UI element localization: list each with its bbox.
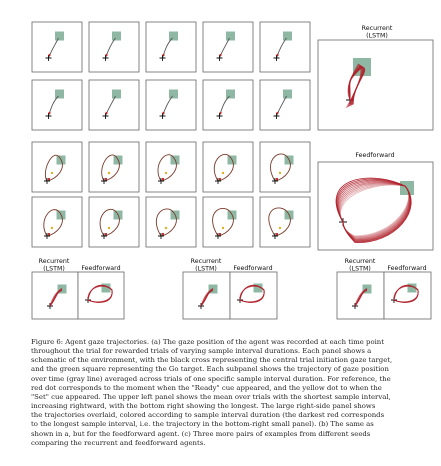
subpanel-frame [260,80,310,130]
pair-1-feedforward-box [78,272,124,319]
subpanel-frame [203,142,253,192]
feedforward-subpanel [146,197,196,247]
panel-a-big-label-line1: Recurrent [361,25,393,32]
pair-2-right-label: Feedforward [233,265,273,272]
pair-1-right-label: Feedforward [81,265,121,272]
ready-cue-dot [162,178,164,180]
panel-a-overlay-box [318,40,433,130]
go-target-square [283,32,292,41]
figure-caption [31,338,417,448]
go-target-square [226,90,235,99]
caption-line: the trajectories overlaid, colored according to sample interval duration (the darkest red corresponds [31,411,385,420]
set-cue-dot [279,227,281,229]
ready-cue-dot [48,54,50,56]
ready-cue-dot [162,112,164,114]
subpanel-frame [89,197,139,247]
set-cue-dot [222,172,224,174]
subpanel-frame [146,197,196,247]
set-cue-dot [108,172,110,174]
feedforward-subpanel [89,197,139,247]
set-cue-dot [165,172,167,174]
subpanel-frame [32,197,82,247]
recurrent-subpanel [89,80,139,130]
ready-cue-dot [48,112,50,114]
ready-cue-dot [219,112,221,114]
subpanel-frame [203,80,253,130]
feedforward-subpanel [203,142,253,192]
pair-3-left-label-line2: (LSTM) [349,265,371,273]
caption-line: Figure 6: Agent gaze trajectories. (a) The gaze position of the agent was recorded at each time point [31,338,385,346]
subpanel-frame [89,142,139,192]
go-target-square [226,32,235,41]
caption-line: throughout the trial for rewarded trials of varying sample interval durations. Each panel shows a [31,347,372,356]
ready-cue-dot [162,233,164,235]
subpanel-frame [260,22,310,72]
go-target-square [169,32,178,41]
set-cue-dot [165,227,167,229]
ready-cue-dot [105,112,107,114]
ready-cue-dot [105,178,107,180]
pair-2-feedforward-box [230,272,277,319]
ready-cue-dot [219,178,221,180]
subpanel-frame [32,80,82,130]
ready-cue-dot [48,233,50,235]
panel-c-pair-3 [337,258,431,319]
panel-b-feedforward-grid [32,142,310,247]
ready-cue-dot [105,54,107,56]
caption-line: comparing the recurrent and feedforward agents. [31,438,206,447]
caption-line: to the longest sample interval, i.e. the trajectory in the bottom-right small panel). (b) The same as [31,420,374,429]
recurrent-subpanel [32,22,82,72]
recurrent-subpanel [203,80,253,130]
recurrent-subpanel [260,80,310,130]
caption-line: schematic of the environment, with the black cross representing the central trial initiation gaze target, [31,356,393,365]
go-target-square [112,32,121,41]
subpanel-frame [146,142,196,192]
subpanel-frame [260,197,310,247]
caption-line: red dot corresponds to the moment when the "Ready" cue appeared, and the yellow dot to when the [31,383,382,392]
subpanel-frame [89,22,139,72]
recurrent-subpanel [32,80,82,130]
feedforward-subpanel [203,197,253,247]
go-target-square [169,90,178,99]
recurrent-subpanel [203,22,253,72]
panel-a-big-label-line2: (LSTM) [366,32,388,40]
subpanel-frame [146,22,196,72]
ready-cue-dot [219,54,221,56]
pair-2-left-label-line1: Recurrent [190,258,222,265]
panel-a-recurrent-grid [32,22,310,130]
ready-cue-dot [162,54,164,56]
recurrent-subpanel [260,22,310,72]
caption-line: "Set" cue appeared. The upper left panel shows the mean over trials with the shortest sample interval, [31,392,391,401]
set-cue-dot [108,227,110,229]
pair-3-feedforward-box [384,272,431,319]
ready-cue-dot [276,112,278,114]
pair-3-left-label-line1: Recurrent [344,258,376,265]
subpanel-frame [203,22,253,72]
pair-3-right-label: Feedforward [387,265,427,272]
caption-line: shown in a, but for the feedforward agent. (c) Three more pairs of examples from different seeds [31,429,371,438]
ready-cue-dot [276,233,278,235]
feedforward-subpanel [89,142,139,192]
go-target-square [55,32,64,41]
go-target-square [112,90,121,99]
ready-cue-dot [105,233,107,235]
subpanel-frame [260,142,310,192]
ready-cue-dot [48,178,50,180]
feedforward-subpanel [32,197,82,247]
go-target-square [283,90,292,99]
subpanel-frame [89,80,139,130]
pair-1-left-label-line2: (LSTM) [43,265,65,273]
set-cue-dot [51,227,53,229]
ready-cue-dot [276,178,278,180]
ready-cue-dot [276,54,278,56]
recurrent-subpanel [146,80,196,130]
pair-1-left-label-line1: Recurrent [38,258,70,265]
set-cue-dot [279,172,281,174]
feedforward-subpanel [260,197,310,247]
feedforward-subpanel [260,142,310,192]
set-cue-dot [222,227,224,229]
caption-line: and the green square representing the Go target. Each subpanel shows the trajectory of gaze position [31,365,389,374]
set-cue-dot [51,172,53,174]
go-target-square [55,90,64,99]
caption-line: over time (gray line) averaged across trials of one specific sample interval duration. For reference, the [31,374,391,383]
recurrent-subpanel [146,22,196,72]
subpanel-frame [32,22,82,72]
recurrent-subpanel [89,22,139,72]
subpanel-frame [32,142,82,192]
caption-line: increasing rightward, with the bottom right showing the longest. The large right-side panel shows [31,402,376,411]
subpanel-frame [203,197,253,247]
feedforward-subpanel [32,142,82,192]
ready-cue-dot [219,233,221,235]
panel-c-pair-2 [183,258,277,319]
pair-2-left-label-line2: (LSTM) [195,265,217,273]
subpanel-frame [146,80,196,130]
panel-b-big-label: Feedforward [355,152,395,159]
panel-c-pair-1 [32,258,124,319]
feedforward-subpanel [146,142,196,192]
